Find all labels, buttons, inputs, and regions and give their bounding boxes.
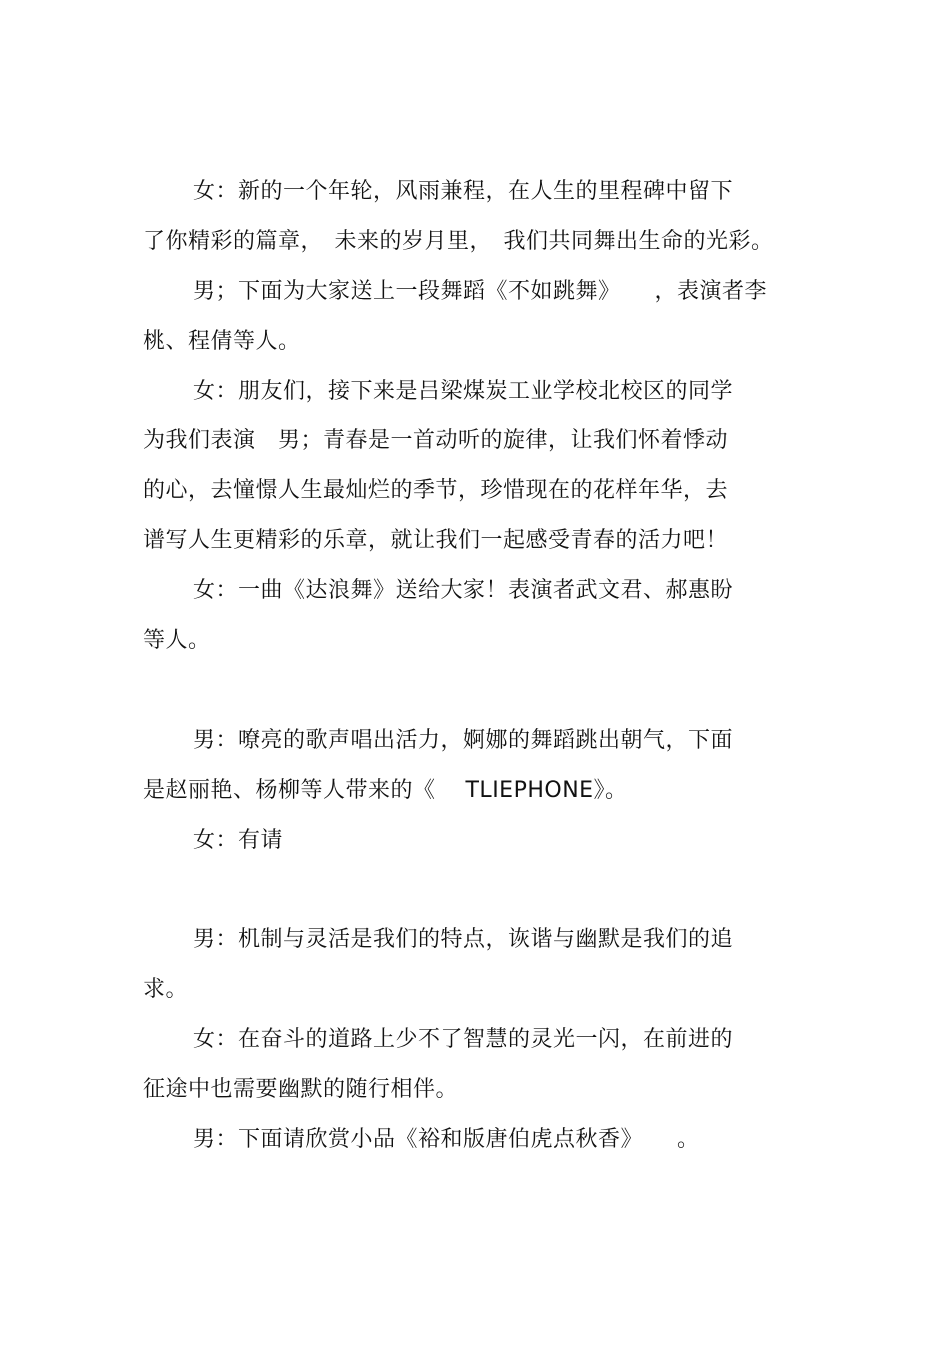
text-line-17: 征途中也需要幽默的随行相伴。 xyxy=(143,1077,459,1102)
text-line-6: 为我们表演 男；青春是一首动听的旋律，让我们怀着悸动 xyxy=(143,428,729,453)
text-line-8: 谱写人生更精彩的乐章，就让我们一起感受青春的活力吧！ xyxy=(143,528,729,553)
text-line-1: 女：新的一个年轮，风雨兼程，在人生的里程碑中留下 xyxy=(193,179,734,204)
text-line-3: 男；下面为大家送上一段舞蹈《不如跳舞》 ，表演者李 xyxy=(193,279,768,304)
text-line-11: 男：嘹亮的歌声唱出活力，婀娜的舞蹈跳出朝气，下面 xyxy=(193,728,734,753)
text-line-4: 桃、程倩等人。 xyxy=(143,329,301,354)
text-line-18: 男：下面请欣赏小品《裕和版唐伯虎点秋香》 。 xyxy=(193,1127,700,1152)
text-line-7: 的心，去憧憬人生最灿烂的季节，珍惜现在的花样年华，去 xyxy=(143,478,729,503)
text-line-13: 女：有请 xyxy=(193,828,284,853)
text-line-2: 了你精彩的篇章， 未来的岁月里， 我们共同舞出生命的光彩。 xyxy=(143,229,774,254)
text-line-5: 女：朋友们，接下来是吕梁煤炭工业学校北校区的同学 xyxy=(193,379,734,404)
text-line-10: 等人。 xyxy=(143,628,211,653)
text-line-12: 是赵丽艳、杨柳等人带来的《 TLIEPHONE》。 xyxy=(143,778,628,803)
text-line-9: 女：一曲《达浪舞》送给大家！表演者武文君、郝惠盼 xyxy=(193,578,734,603)
text-line-15: 求。 xyxy=(143,977,189,1002)
text-line-14: 男：机制与灵活是我们的特点，诙谐与幽默是我们的追 xyxy=(193,927,734,952)
text-line-16: 女：在奋斗的道路上少不了智慧的灵光一闪，在前进的 xyxy=(193,1027,734,1052)
